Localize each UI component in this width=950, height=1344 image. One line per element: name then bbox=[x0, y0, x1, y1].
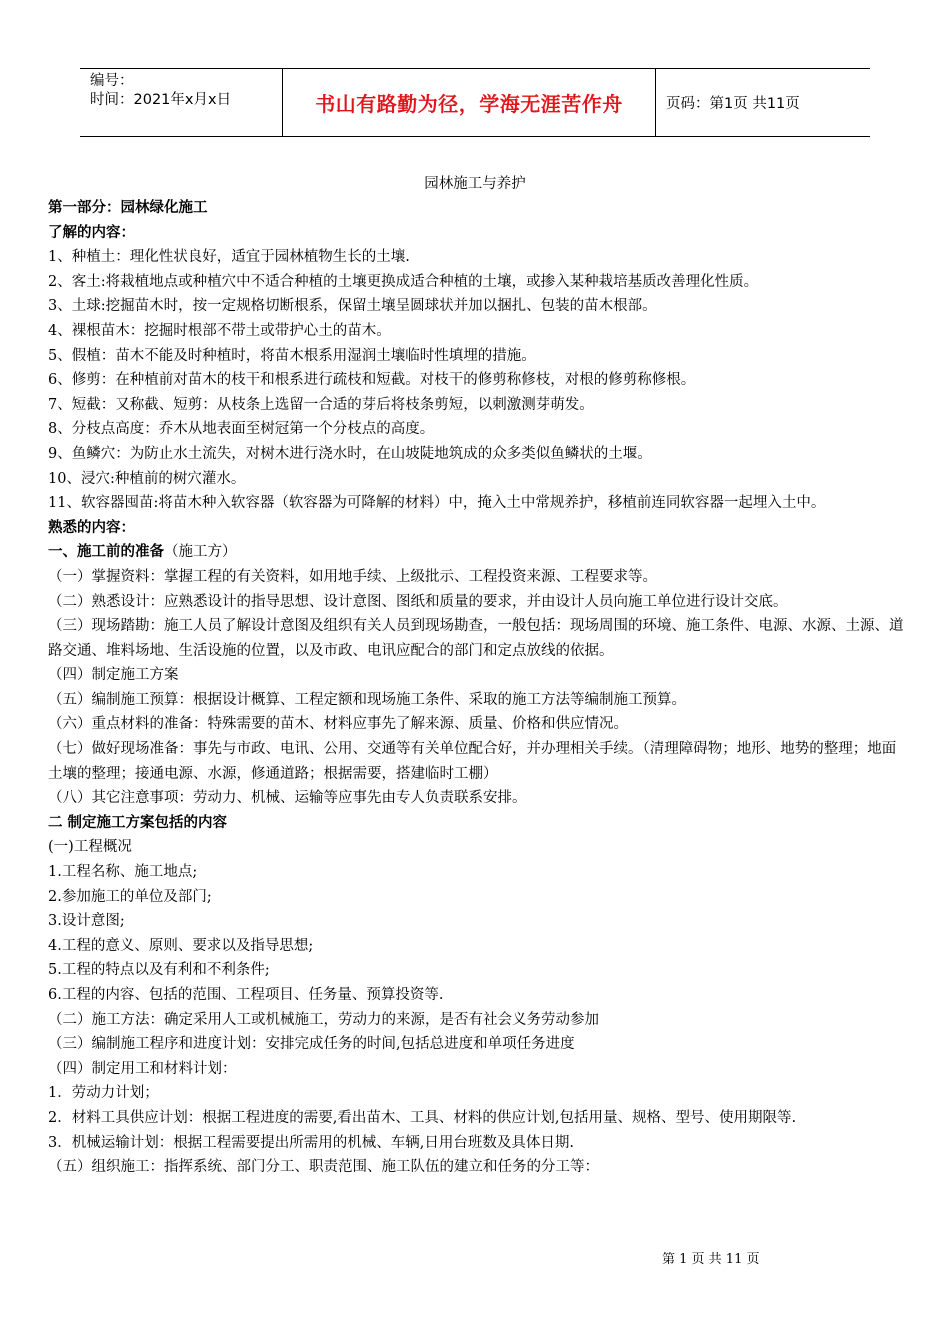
section-heading bbox=[48, 540, 910, 565]
paragraph-line bbox=[48, 442, 910, 467]
header-meta bbox=[80, 69, 282, 136]
line-text: （五）编制施工预算：根据设计概算、工程定额和现场施工条件、采取的施工方法等编制施工预算。 bbox=[48, 691, 686, 708]
paragraph-line bbox=[48, 663, 910, 688]
paragraph-line bbox=[48, 712, 910, 737]
line-text: 7、短截：又称截、短剪：从枝条上选留一合适的芽后将枝条剪短，以刺激测芽萌发。 bbox=[48, 396, 594, 413]
line-text: 9、鱼鳞穴：为防止水土流失，对树木进行浇水时，在山坡陡地筑成的众多类似鱼鳞状的土堰。 bbox=[48, 445, 652, 462]
header-motto-cell bbox=[282, 69, 656, 136]
line-text: 11、软容器囤苗:将苗木种入软容器（软容器为可降解的材料）中，掩入土中常规养护，移植前连同软容器一起埋入土中。 bbox=[48, 495, 826, 512]
line-text: （三）编制施工程序和进度计划：安排完成任务的时间,包括总进度和单项任务进度 bbox=[48, 1036, 575, 1053]
line-text: (一)工程概况 bbox=[48, 839, 132, 856]
section-heading bbox=[48, 811, 910, 836]
line-text: 10、浸穴:种植前的树穴灌水。 bbox=[48, 470, 246, 487]
paragraph-line bbox=[48, 1032, 910, 1057]
document-header bbox=[80, 68, 870, 137]
line-text: 一、施工前的准备 bbox=[48, 544, 164, 561]
paragraph-line bbox=[48, 614, 910, 663]
time-line: 时间：2021年x月x日 bbox=[90, 92, 232, 108]
paragraph-line bbox=[48, 1008, 910, 1033]
line-text: 1．劳动力计划； bbox=[48, 1085, 159, 1102]
line-text: 2.参加施工的单位及部门; bbox=[48, 888, 212, 905]
paragraph-line bbox=[48, 417, 910, 442]
line-text: （四）制定施工方案 bbox=[48, 667, 179, 684]
paragraph-line bbox=[48, 983, 910, 1008]
line-text: （二）施工方法：确定采用人工或机械施工，劳动力的来源，是否有社会义务劳动参加 bbox=[48, 1011, 599, 1028]
line-text: 4、裸根苗木：挖掘时根部不带土或带护心土的苗木。 bbox=[48, 322, 391, 339]
paragraph-line bbox=[48, 1131, 910, 1156]
line-text: 熟悉的内容： bbox=[48, 519, 135, 536]
paragraph-line bbox=[48, 368, 910, 393]
paragraph-line bbox=[48, 294, 910, 319]
paragraph-line bbox=[48, 1057, 910, 1082]
line-text: 6、修剪：在种植前对苗木的枝干和根系进行疏枝和短截。对枝干的修剪称修枝，对根的修剪称修根。 bbox=[48, 372, 696, 389]
line-text: （四）制定用工和材料计划： bbox=[48, 1060, 237, 1077]
header-page-info: 页码：第1页 共11页 bbox=[666, 96, 800, 112]
line-text: 第一部分：园林绿化施工 bbox=[48, 200, 208, 216]
section-heading bbox=[48, 221, 910, 246]
paragraph-line bbox=[48, 1081, 910, 1106]
line-text: 5、假植：苗木不能及时种植时，将苗木根系用湿润土壤临时性填埋的措施。 bbox=[48, 347, 536, 364]
paragraph-line bbox=[48, 909, 910, 934]
paragraph-line bbox=[48, 393, 910, 418]
paragraph-line bbox=[48, 344, 910, 369]
line-text: （三）现场踏勘：施工人员了解设计意图及组织有关人员到现场勘查，一般包括：现场周围的环境、施工条件、电源、水源、土源、道路交通、堆料场地、生活设施的位置，以及市政、电讯应配合的部门和定点放线的依据。 bbox=[48, 618, 904, 659]
paragraph-line bbox=[48, 737, 910, 786]
section-heading bbox=[48, 516, 910, 541]
line-text: 了解的内容： bbox=[48, 224, 135, 241]
line-text: （六）重点材料的准备：特殊需要的苗木、材料应事先了解来源、质量、价格和供应情况。 bbox=[48, 716, 628, 733]
line-text: （八）其它注意事项：劳动力、机械、运输等应事先由专人负责联系安排。 bbox=[48, 790, 527, 807]
paragraph-line bbox=[48, 885, 910, 910]
line-text: 4.工程的意义、原则、要求以及指导思想; bbox=[48, 937, 314, 954]
paragraph-line bbox=[48, 958, 910, 983]
page-footer: 第 1 页 共 11 页 bbox=[662, 1252, 760, 1267]
paragraph-line bbox=[48, 590, 910, 615]
paragraph-line bbox=[48, 860, 910, 885]
paragraph-line bbox=[48, 835, 910, 860]
line-text: （五）组织施工：指挥系统、部门分工、职责范围、施工队伍的建立和任务的分工等： bbox=[48, 1159, 599, 1176]
number-label: 编号： bbox=[90, 73, 134, 89]
line-text: （七）做好现场准备：事先与市政、电讯、公用、交通等有关单位配合好，并办理相关手续。（清理障碍物；地形、地势的整理；地面土壤的整理；接通电源、水源，修通道路；根据需要，搭建临时工棚） bbox=[48, 741, 897, 782]
document-title: 园林施工与养护 bbox=[424, 176, 526, 192]
line-text: 5.工程的特点以及有利和不利条件; bbox=[48, 962, 270, 979]
line-text: 二 制定施工方案包括的内容 bbox=[48, 814, 228, 831]
section-heading bbox=[48, 196, 910, 221]
line-text: 3．机械运输计划：根据工程需要提出所需用的机械、车辆,日用台班数及具体日期. bbox=[48, 1134, 574, 1151]
line-text: 1、种植土：理化性状良好，适宜于园林植物生长的土壤. bbox=[48, 249, 410, 266]
paragraph-line bbox=[48, 270, 910, 295]
line-text: （一）掌握资料：掌握工程的有关资料，如用地手续、上级批示、工程投资来源、工程要求等。 bbox=[48, 568, 657, 585]
paragraph-line bbox=[48, 1106, 910, 1131]
paragraph-line bbox=[48, 467, 910, 492]
paragraph-line bbox=[48, 688, 910, 713]
line-text: 6.工程的内容、包括的范围、工程项目、任务量、预算投资等. bbox=[48, 987, 444, 1003]
paragraph-line bbox=[48, 319, 910, 344]
line-text: 1.工程名称、施工地点; bbox=[48, 864, 198, 881]
document-body bbox=[48, 196, 910, 1180]
line-text: 3.设计意图; bbox=[48, 913, 125, 930]
line-text: 3、土球:挖掘苗木时，按一定规格切断根系，保留土壤呈圆球状并加以捆扎、包装的苗木根部。 bbox=[48, 298, 657, 315]
paragraph-line bbox=[48, 786, 910, 811]
line-text: 8、分枝点高度：乔木从地表面至树冠第一个分枝点的高度。 bbox=[48, 421, 435, 438]
paragraph-line bbox=[48, 245, 910, 270]
line-suffix: （施工方） bbox=[164, 544, 237, 561]
line-text: 2．材料工具供应计划：根据工程进度的需要,看出苗木、工具、材料的供应计划,包括用量、规格、型号、使用期限等. bbox=[48, 1109, 797, 1126]
paragraph-line bbox=[48, 491, 910, 516]
paragraph-line bbox=[48, 565, 910, 590]
motto-text: 书山有路勤为径，学海无涯苦作舟 bbox=[315, 92, 623, 116]
paragraph-line bbox=[48, 1155, 910, 1180]
line-text: 2、客土:将栽植地点或种植穴中不适合种植的土壤更换成适合种植的土壤，或掺入某种栽培基质改善理化性质。 bbox=[48, 273, 759, 290]
line-text: （二）熟悉设计：应熟悉设计的指导思想、设计意图、图纸和质量的要求，并由设计人员向施工单位进行设计交底。 bbox=[48, 593, 788, 610]
paragraph-line bbox=[48, 934, 910, 959]
